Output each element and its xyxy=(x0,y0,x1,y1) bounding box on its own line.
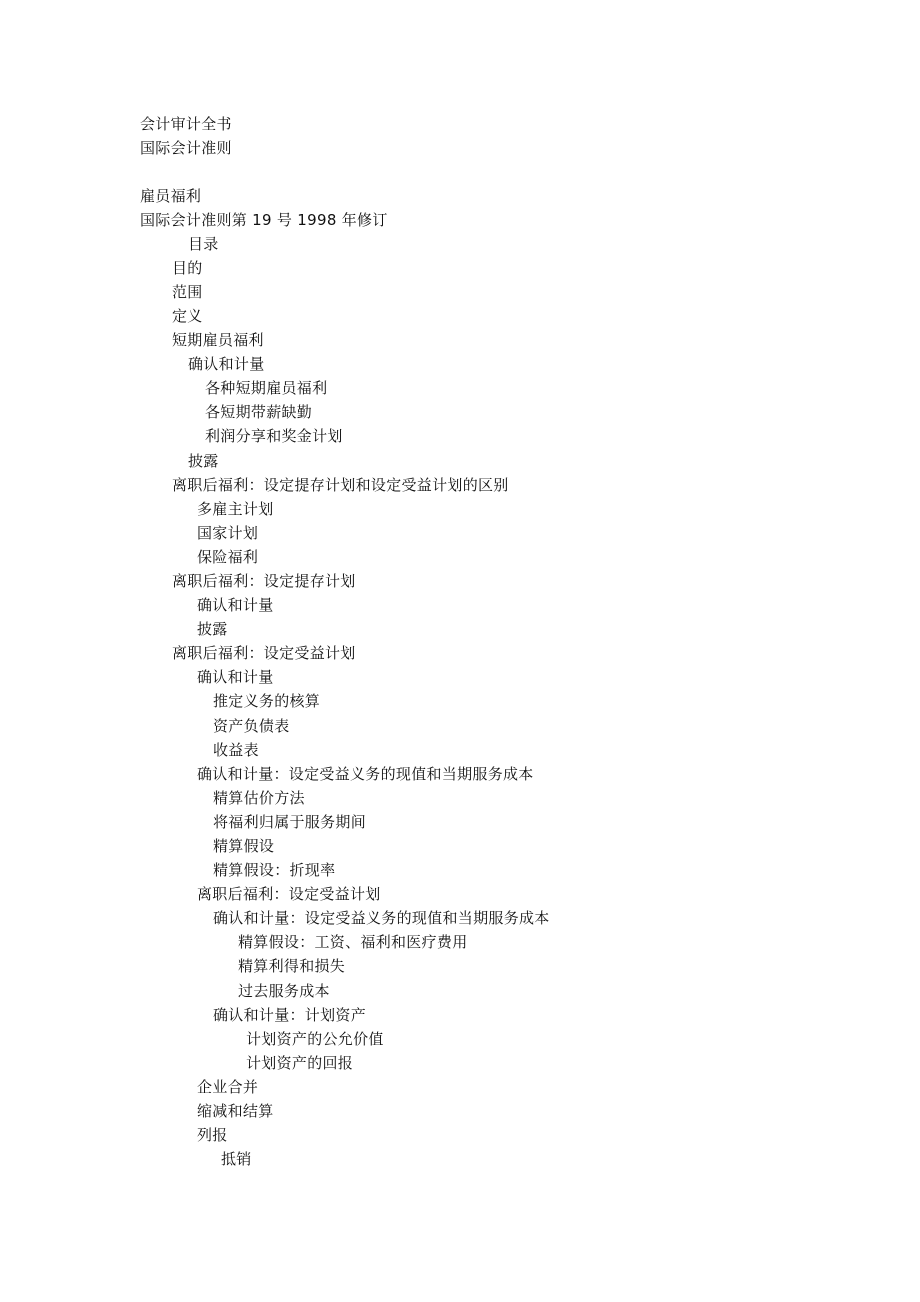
toc-item: 目的 xyxy=(172,259,203,277)
document-subtitle: 国际会计准则第 19 号 1998 年修订 xyxy=(140,211,388,229)
toc-item: 定义 xyxy=(172,307,203,325)
toc-item: 列报 xyxy=(197,1126,228,1144)
toc-heading: 目录 xyxy=(188,235,219,253)
toc-item: 披露 xyxy=(188,452,219,470)
toc-item: 确认和计量 xyxy=(197,596,274,614)
toc-item: 各短期带薪缺勤 xyxy=(205,403,313,421)
toc-item: 计划资产的回报 xyxy=(246,1054,354,1072)
toc-item: 确认和计量 xyxy=(197,668,274,686)
toc-item: 利润分享和奖金计划 xyxy=(205,427,343,445)
toc-item: 披露 xyxy=(197,620,228,638)
toc-item: 离职后福利：设定受益计划 xyxy=(172,644,356,662)
header-line-2: 国际会计准则 xyxy=(140,139,232,157)
toc-item: 确认和计量：设定受益义务的现值和当期服务成本 xyxy=(197,765,534,783)
toc-item: 短期雇员福利 xyxy=(172,331,264,349)
toc-item: 企业合并 xyxy=(197,1078,259,1096)
document-title: 雇员福利 xyxy=(140,187,202,205)
toc-item: 收益表 xyxy=(213,741,259,759)
toc-item: 精算利得和损失 xyxy=(238,957,346,975)
toc-item: 范围 xyxy=(172,283,203,301)
toc-item: 推定义务的核算 xyxy=(213,692,321,710)
toc-item: 离职后福利：设定提存计划 xyxy=(172,572,356,590)
toc-item: 保险福利 xyxy=(197,548,259,566)
toc-item: 离职后福利：设定受益计划 xyxy=(197,885,381,903)
toc-item: 缩减和结算 xyxy=(197,1102,274,1120)
toc-item: 多雇主计划 xyxy=(197,500,274,518)
toc-item: 确认和计量：计划资产 xyxy=(213,1006,367,1024)
toc-item: 精算估价方法 xyxy=(213,789,305,807)
header-line-1: 会计审计全书 xyxy=(140,115,232,133)
toc-item: 将福利归属于服务期间 xyxy=(213,813,367,831)
toc-item: 确认和计量 xyxy=(188,355,265,373)
toc-item: 确认和计量：设定受益义务的现值和当期服务成本 xyxy=(213,909,550,927)
toc-item: 国家计划 xyxy=(197,524,259,542)
toc-item: 过去服务成本 xyxy=(238,982,330,1000)
toc-item: 计划资产的公允价值 xyxy=(246,1030,384,1048)
toc-item: 资产负债表 xyxy=(213,717,290,735)
toc-item: 精算假设 xyxy=(213,837,275,855)
toc-item: 各种短期雇员福利 xyxy=(205,379,328,397)
toc-item: 精算假设：折现率 xyxy=(213,861,336,879)
toc-item: 离职后福利：设定提存计划和设定受益计划的区别 xyxy=(172,476,509,494)
toc-item: 抵销 xyxy=(221,1150,252,1168)
toc-item: 精算假设：工资、福利和医疗费用 xyxy=(238,933,468,951)
